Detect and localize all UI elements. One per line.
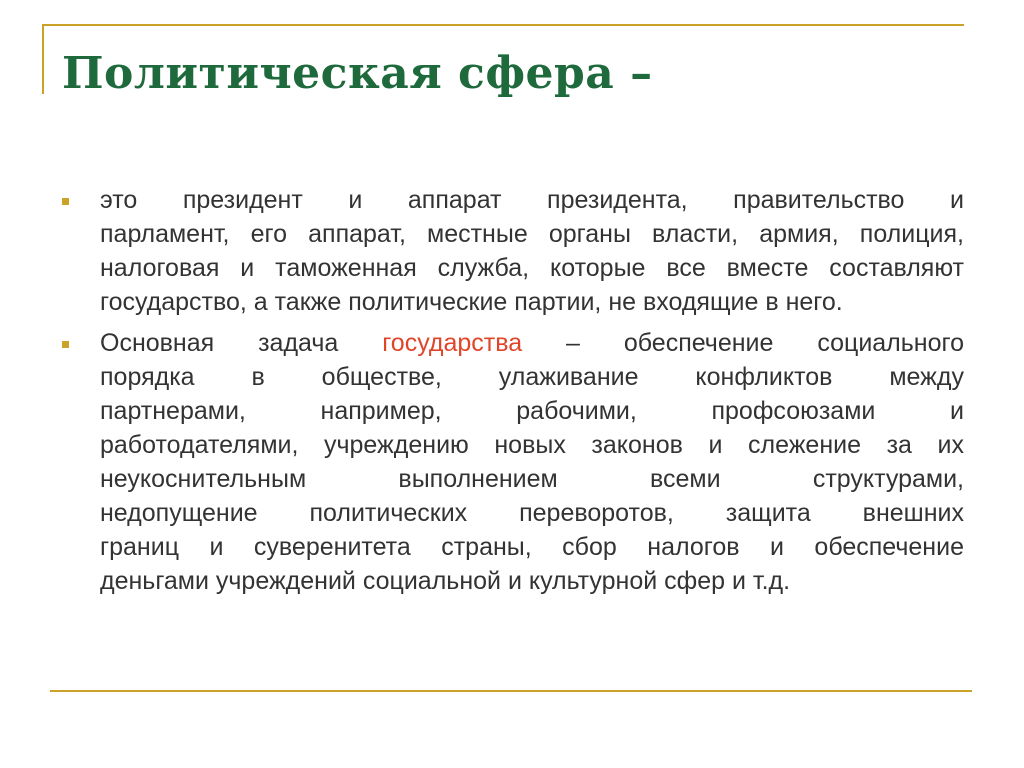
left-rule <box>42 24 44 94</box>
bullet-item-2 <box>62 326 964 598</box>
bullet-1-line-4: государство, а также политические партии, не входящие в него. <box>100 288 843 316</box>
bullet-2-intro: Основная задача <box>100 329 339 357</box>
bullet-1-line-2: парламент, его аппарат, местные органы власти, армия, полиция, <box>100 220 964 248</box>
bullet-2-line-4: работодателями, учреждению новых законов и слежение за их <box>100 431 964 459</box>
bullet-2-line-2: порядка в обществе, улаживание конфликтов между <box>100 363 964 391</box>
top-rule <box>42 24 964 26</box>
bottom-rule <box>50 690 972 692</box>
highlighted-term: государства <box>382 329 523 357</box>
bullet-2-line-1 <box>100 326 964 360</box>
square-bullet-icon <box>62 341 69 348</box>
bullet-1-line-3: налоговая и таможенная служба, которые все вместе составляют <box>100 254 964 282</box>
bullet-2-line-7: границ и суверенитета страны, сбор налогов и обеспечение <box>100 533 964 561</box>
bullet-2-intro-rest: – обеспечение социального <box>566 329 964 357</box>
slide-title: Политическая сфера – <box>62 48 653 99</box>
bullet-2-line-5: неукоснительным выполнением всеми структурами, <box>100 465 964 493</box>
bullet-list <box>62 183 964 605</box>
bullet-item-1 <box>62 183 964 319</box>
bullet-2-line-6: недопущение политических переворотов, защита внешних <box>100 499 964 527</box>
bullet-2-line-8: деньгами учреждений социальной и культурной сфер и т.д. <box>100 567 791 595</box>
bullet-1-line-1: это президент и аппарат президента, правительство и <box>100 186 964 214</box>
bullet-2-line-3: партнерами, например, рабочими, профсоюзами и <box>100 397 964 425</box>
square-bullet-icon <box>62 198 69 205</box>
